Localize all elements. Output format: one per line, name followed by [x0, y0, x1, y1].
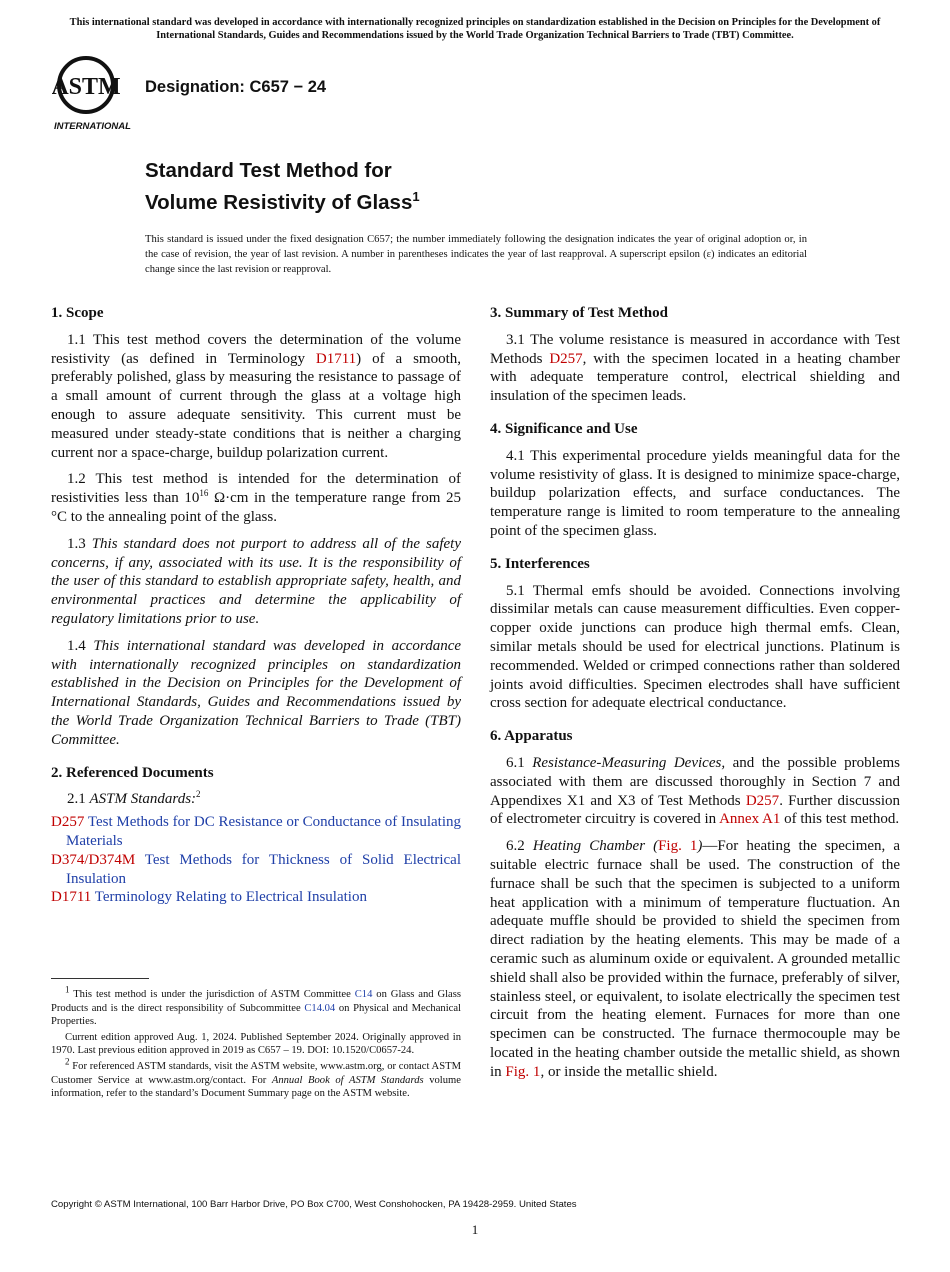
page-number: 1	[471, 1222, 479, 1237]
section-heading: 5. Interferences	[490, 555, 590, 572]
astm-logo	[52, 54, 138, 132]
paragraph-6-2: 6.2 Heating Chamber (Fig. 1)—For heating the specimen, a suitable electric furnace shall be used. The construction of the furnace shall be such that the specimen is subjected to a uniform heat application with a minimum of temperature fluctuation. An adequate muffle should be provided to shield the specimen from direct radiation by the heating elements. This may be made of a ceramic such as aluminum oxide or equivalent. A grounded metallic shield shall also be provided within the furnace, preferably of silver, stainless steel, or equivalent, to isolate electrically the specimen test circuit from the heating element. Furnaces for more than one specimen can be constructed. The furnace thermocouple may be located in the heating chamber outside the metallic shield, as shown in Fig. 1, or inside the metallic shield.	[490, 838, 901, 1080]
section-apparatus	[490, 727, 900, 1081]
section-significance	[490, 420, 900, 541]
paragraph-1-3: 1.3 This standard does not purport to address all of the safety concerns, if any, associated with its use. It is the responsibility of the user of this standard to establish appropriate safety, health, and environmental practices and determine the applicability of regulatory limitations prior to use.	[51, 535, 462, 627]
footnote-1: $^1$ This test method is under the jurisdiction of ASTM Committee C14 on Glass and Glass Products and is the direct responsibility of Subcommittee C14.04 on Physical and Mechanical Properties.	[51, 984, 461, 1028]
wto-notice: This international standard was developed in accordance with internationally recognized principles on standardization established in the Decision on Principles for the Development of International Standards, Guides and Recommendations issued by the World Trade Organization Technical Barriers to Trade (TBT) Committee.	[69, 17, 881, 41]
right-column	[490, 304, 900, 1095]
link-d1711[interactable]: D1711	[315, 350, 357, 367]
footnotes	[51, 984, 461, 1103]
section-summary	[490, 304, 900, 406]
section-heading: 4. Significance and Use	[490, 420, 638, 437]
paragraph-2-1: 2.1 ASTM Standards:$^2$	[67, 789, 201, 808]
reference-item[interactable]: D1711 Terminology Relating to Electrical Insulation	[51, 889, 367, 906]
paragraph-5-1: 5.1 Thermal emfs should be avoided. Connections involving dissimilar metals can cause measurement difficulties. Even copper-copper oxide junctions can produce high thermal emfs. Clean, similar metals should be used for electrical junctions. Platinum is recommended. Welded or crimped connections rather than soldered joints avoid difficulties. Specimen electrodes shall have sufficient cross section for adequate electrical conductance.	[490, 582, 900, 712]
paragraph-1-4: 1.4 This international standard was developed in accordance with internationally recognized principles on standardization established in the Decision on Principles for the Development of International Standards, Guides and Recommendations issued by the World Trade Organization Technical Barriers to Trade (TBT) Committee.	[51, 637, 462, 748]
link-c14[interactable]: C14	[354, 989, 373, 1000]
title-line-1: Standard Test Method for	[145, 159, 392, 182]
issued-note: This standard is issued under the fixed designation C657; the number immediately following the designation indicates the year of original adoption or, in the case of revision, the year of last revision. A number in parentheses indicates the year of last reapproval. A superscript epsilon (ε) indicates an editorial change since the last revision or reapproval.	[145, 234, 807, 275]
copyright-footer: Copyright © ASTM International, 100 Barr Harbor Drive, PO Box C700, West Conshohocken, PA 19428-2959. United States	[51, 1199, 577, 1210]
link-d257[interactable]: D257	[745, 792, 780, 809]
astm-logo-icon	[52, 54, 138, 132]
paragraph-1-2: 1.2 This test method is intended for the determination of resistivities less than $10^{16}$ Ω·cm in the temperature range from 25 °C to the annealing point of the glass.	[51, 471, 461, 525]
paragraph-1-1: 1.1 This test method covers the determination of the volume resistivity (as defined in Terminology D1711) of a smooth, preferably polished, glass by measuring the resistance to passage of a small amount of current through the glass at a voltage high enough to assure adequate sensitivity. This current must be measured under steady-state conditions that is neither a charging current nor a space-charge, buildup polarization current.	[51, 331, 461, 461]
section-heading: 3. Summary of Test Method	[490, 305, 668, 321]
section-heading: 2. Referenced Documents	[51, 764, 214, 781]
section-referenced-documents	[51, 764, 461, 908]
reference-item[interactable]: D374/D374M Test Methods for Thickness of Solid Electrical Insulation	[51, 851, 461, 887]
title-footnote-ref: 1	[412, 189, 420, 204]
designation: Designation: C657 − 24	[145, 78, 327, 96]
footnote-1-edition: Current edition approved Aug. 1, 2024. Published September 2024. Originally approved in 1970. Last previous edition approved in 2019 as C657 – 19. DOI: 10.1520/C0657-24.	[51, 1031, 461, 1057]
link-fig-1[interactable]: Fig. 1	[658, 838, 698, 855]
link-annex-a1[interactable]: Annex A1	[719, 811, 781, 828]
paragraph-6-1: 6.1 Resistance-Measuring Devices, and the possible problems associated with them are discussed thoroughly in Section 7 and Appendixes X1 and X3 of Test Methods D257. Further discussion of electrometer circuitry is covered in Annex A1 of this test method.	[490, 754, 900, 828]
link-d257[interactable]: D257	[549, 350, 583, 367]
title-line-2: Volume Resistivity of Glass$^1$	[145, 189, 420, 214]
section-interferences	[490, 555, 900, 713]
section-heading: 6. Apparatus	[490, 728, 573, 745]
reference-item[interactable]: D257 Test Methods for DC Resistance or Conductance of Insulating Materials	[51, 814, 461, 849]
link-c14-04[interactable]: C14.04	[304, 1002, 336, 1014]
left-column	[51, 304, 461, 921]
section-heading: 1. Scope	[51, 305, 104, 321]
document-title	[145, 158, 420, 216]
paragraph-3-1: 3.1 The volume resistance is measured in accordance with Test Methods D257, with the specimen located in a heating chamber with adequate temperature control, electrical shielding and insulation of the specimen leads.	[490, 331, 901, 405]
svg-text:INTERNATIONAL: INTERNATIONAL	[54, 121, 131, 132]
link-fig-1[interactable]: Fig. 1	[505, 1063, 541, 1080]
footnote-divider	[51, 978, 149, 979]
section-scope	[51, 304, 461, 750]
svg-text:ASTM: ASTM	[52, 74, 121, 100]
footnote-2: $^2$ For referenced ASTM standards, visit the ASTM website, www.astm.org, or contact ASTM Customer Service at www.astm.org/contact. For Annual Book of ASTM Standards volume information, refer to the standard’s Document Summary page on the ASTM website.	[51, 1056, 461, 1100]
paragraph-4-1: 4.1 This experimental procedure yields meaningful data for the volume resistivity of glass. It is designed to minimize space-charge, buildup polarization effects, and surface conductances. The temperature range is limited to room temperature to the annealing point of the specimen glass.	[490, 447, 900, 539]
